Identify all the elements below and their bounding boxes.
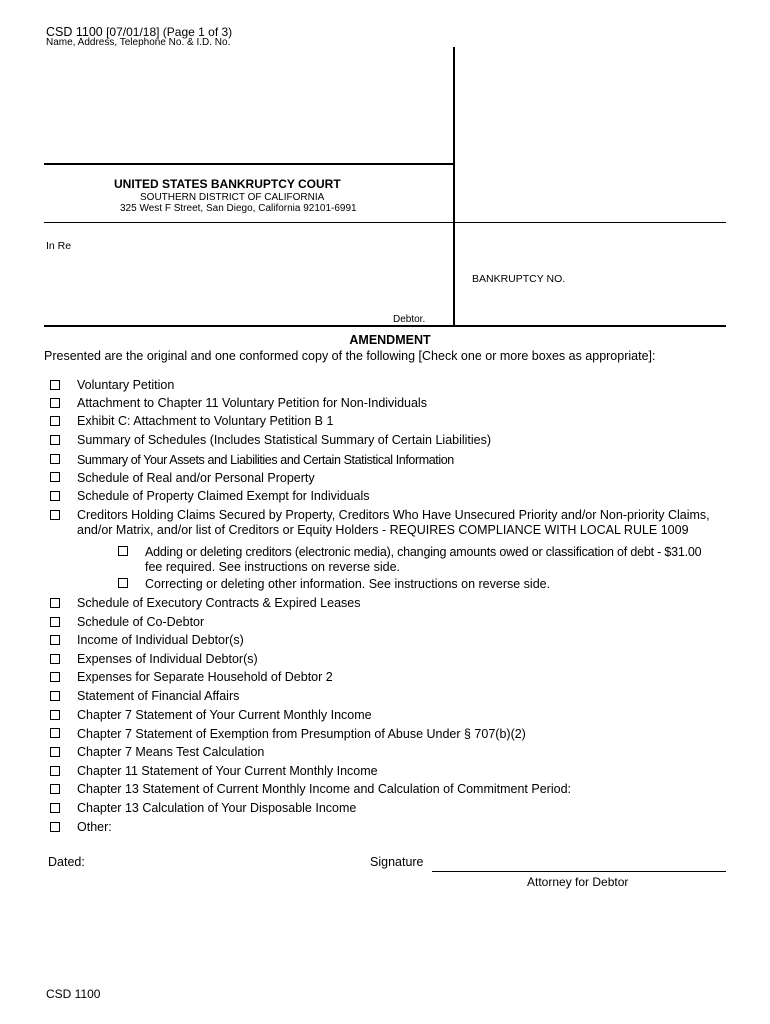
footer-form-code: CSD 1100 <box>46 987 101 1001</box>
item-label: Income of Individual Debtor(s) <box>77 633 244 647</box>
court-district: SOUTHERN DISTRICT OF CALIFORNIA <box>140 192 325 203</box>
creditors-line-2: and/or Matrix, and/or list of Creditors or Equity Holders - REQUIRES COMPLIANCE WITH LOCAL RULE 1009 <box>77 523 689 537</box>
checkbox-adding-creditors[interactable] <box>118 546 128 556</box>
checkbox-expenses-separate[interactable] <box>50 672 60 682</box>
caption-middle-rule <box>44 222 726 223</box>
item-label: Schedule of Co-Debtor <box>77 615 205 629</box>
attorney-label: Attorney for Debtor <box>527 875 629 889</box>
debtor-label: Debtor. <box>393 314 426 325</box>
form-code: CSD 1100 <box>46 25 103 39</box>
item-label: Other: <box>77 820 112 834</box>
item-label: Schedule of Property Claimed Exempt for Individuals <box>77 489 370 503</box>
item-label: Chapter 7 Means Test Calculation <box>77 745 265 759</box>
item-label: Schedule of Executory Contracts & Expired Leases <box>77 596 361 610</box>
checkbox-ch13-disposable[interactable] <box>50 803 60 813</box>
creditors-line-1: Creditors Holding Claims Secured by Property, Creditors Who Have Unsecured Priority and/or Non-priority Claims, <box>77 508 710 522</box>
checkbox-schedule-property[interactable] <box>50 472 60 482</box>
item-label: Voluntary Petition <box>77 378 175 392</box>
item-label: Attachment to Chapter 11 Voluntary Petition for Non-Individuals <box>77 396 427 410</box>
item-label: Chapter 13 Calculation of Your Disposable Income <box>77 801 357 815</box>
checkbox-ch11-income[interactable] <box>50 766 60 776</box>
item-label: Expenses for Separate Household of Debtor 2 <box>77 670 333 684</box>
checkbox-financial-affairs[interactable] <box>50 691 60 701</box>
checkbox-ch13-income[interactable] <box>50 784 60 794</box>
checkbox-co-debtor[interactable] <box>50 617 60 627</box>
signature-label: Signature <box>370 855 424 869</box>
checkbox-summary-assets[interactable] <box>50 454 60 464</box>
item-label: Summary of Schedules (Includes Statistical Summary of Certain Liabilities) <box>77 433 492 447</box>
checkbox-correcting[interactable] <box>118 578 128 588</box>
item-label: Expenses of Individual Debtor(s) <box>77 652 258 666</box>
caption-vertical-divider <box>453 47 455 327</box>
caption-top-rule <box>44 163 454 165</box>
in-re-label: In Re <box>46 240 72 252</box>
checkbox-ch7-exemption[interactable] <box>50 728 60 738</box>
form-meta: [07/01/18] (Page 1 of 3) <box>106 25 233 39</box>
checkbox-summary-schedules[interactable] <box>50 435 60 445</box>
signature-line[interactable] <box>432 871 726 872</box>
checkbox-exhibit-c[interactable] <box>50 416 60 426</box>
bankruptcy-no-label: BANKRUPTCY NO. <box>472 273 566 285</box>
name-address-label: Name, Address, Telephone No. & I.D. No. <box>46 37 231 48</box>
checkbox-attachment-ch11[interactable] <box>50 398 60 408</box>
item-label: Chapter 7 Statement of Your Current Monthly Income <box>77 708 372 722</box>
adding-creditors-line-1: Adding or deleting creditors (electronic media), changing amounts owed or classification of debt - $31.00 <box>145 545 702 559</box>
section-title: AMENDMENT <box>349 333 431 347</box>
checkbox-creditors[interactable] <box>50 510 60 520</box>
checkbox-income[interactable] <box>50 635 60 645</box>
checkbox-voluntary-petition[interactable] <box>50 380 60 390</box>
section-intro: Presented are the original and one conformed copy of the following [Check one or more boxes as appropriate]: <box>44 349 656 363</box>
checkbox-ch7-income[interactable] <box>50 710 60 720</box>
checkbox-executory-contracts[interactable] <box>50 598 60 608</box>
item-label: Exhibit C: Attachment to Voluntary Petition B 1 <box>77 414 334 428</box>
caption-bottom-rule <box>44 325 726 327</box>
checkbox-ch7-means-test[interactable] <box>50 747 60 757</box>
item-label: Summary of Your Assets and Liabilities and Certain Statistical Information <box>77 453 454 467</box>
item-label: Chapter 13 Statement of Current Monthly Income and Calculation of Commitment Period: <box>77 782 571 796</box>
correcting-label: Correcting or deleting other information. See instructions on reverse side. <box>145 577 551 591</box>
adding-creditors-line-2: fee required. See instructions on reverse side. <box>145 560 400 574</box>
item-label: Statement of Financial Affairs <box>77 689 240 703</box>
item-label: Schedule of Real and/or Personal Property <box>77 471 315 485</box>
checkbox-other[interactable] <box>50 822 60 832</box>
item-label: Chapter 7 Statement of Exemption from Presumption of Abuse Under § 707(b)(2) <box>77 727 526 741</box>
item-label: Chapter 11 Statement of Your Current Monthly Income <box>77 764 378 778</box>
checkbox-property-exempt[interactable] <box>50 491 60 501</box>
dated-label: Dated: <box>48 855 85 869</box>
court-address: 325 West F Street, San Diego, California 92101-6991 <box>120 203 357 214</box>
court-title: UNITED STATES BANKRUPTCY COURT <box>114 177 341 191</box>
checkbox-expenses[interactable] <box>50 654 60 664</box>
